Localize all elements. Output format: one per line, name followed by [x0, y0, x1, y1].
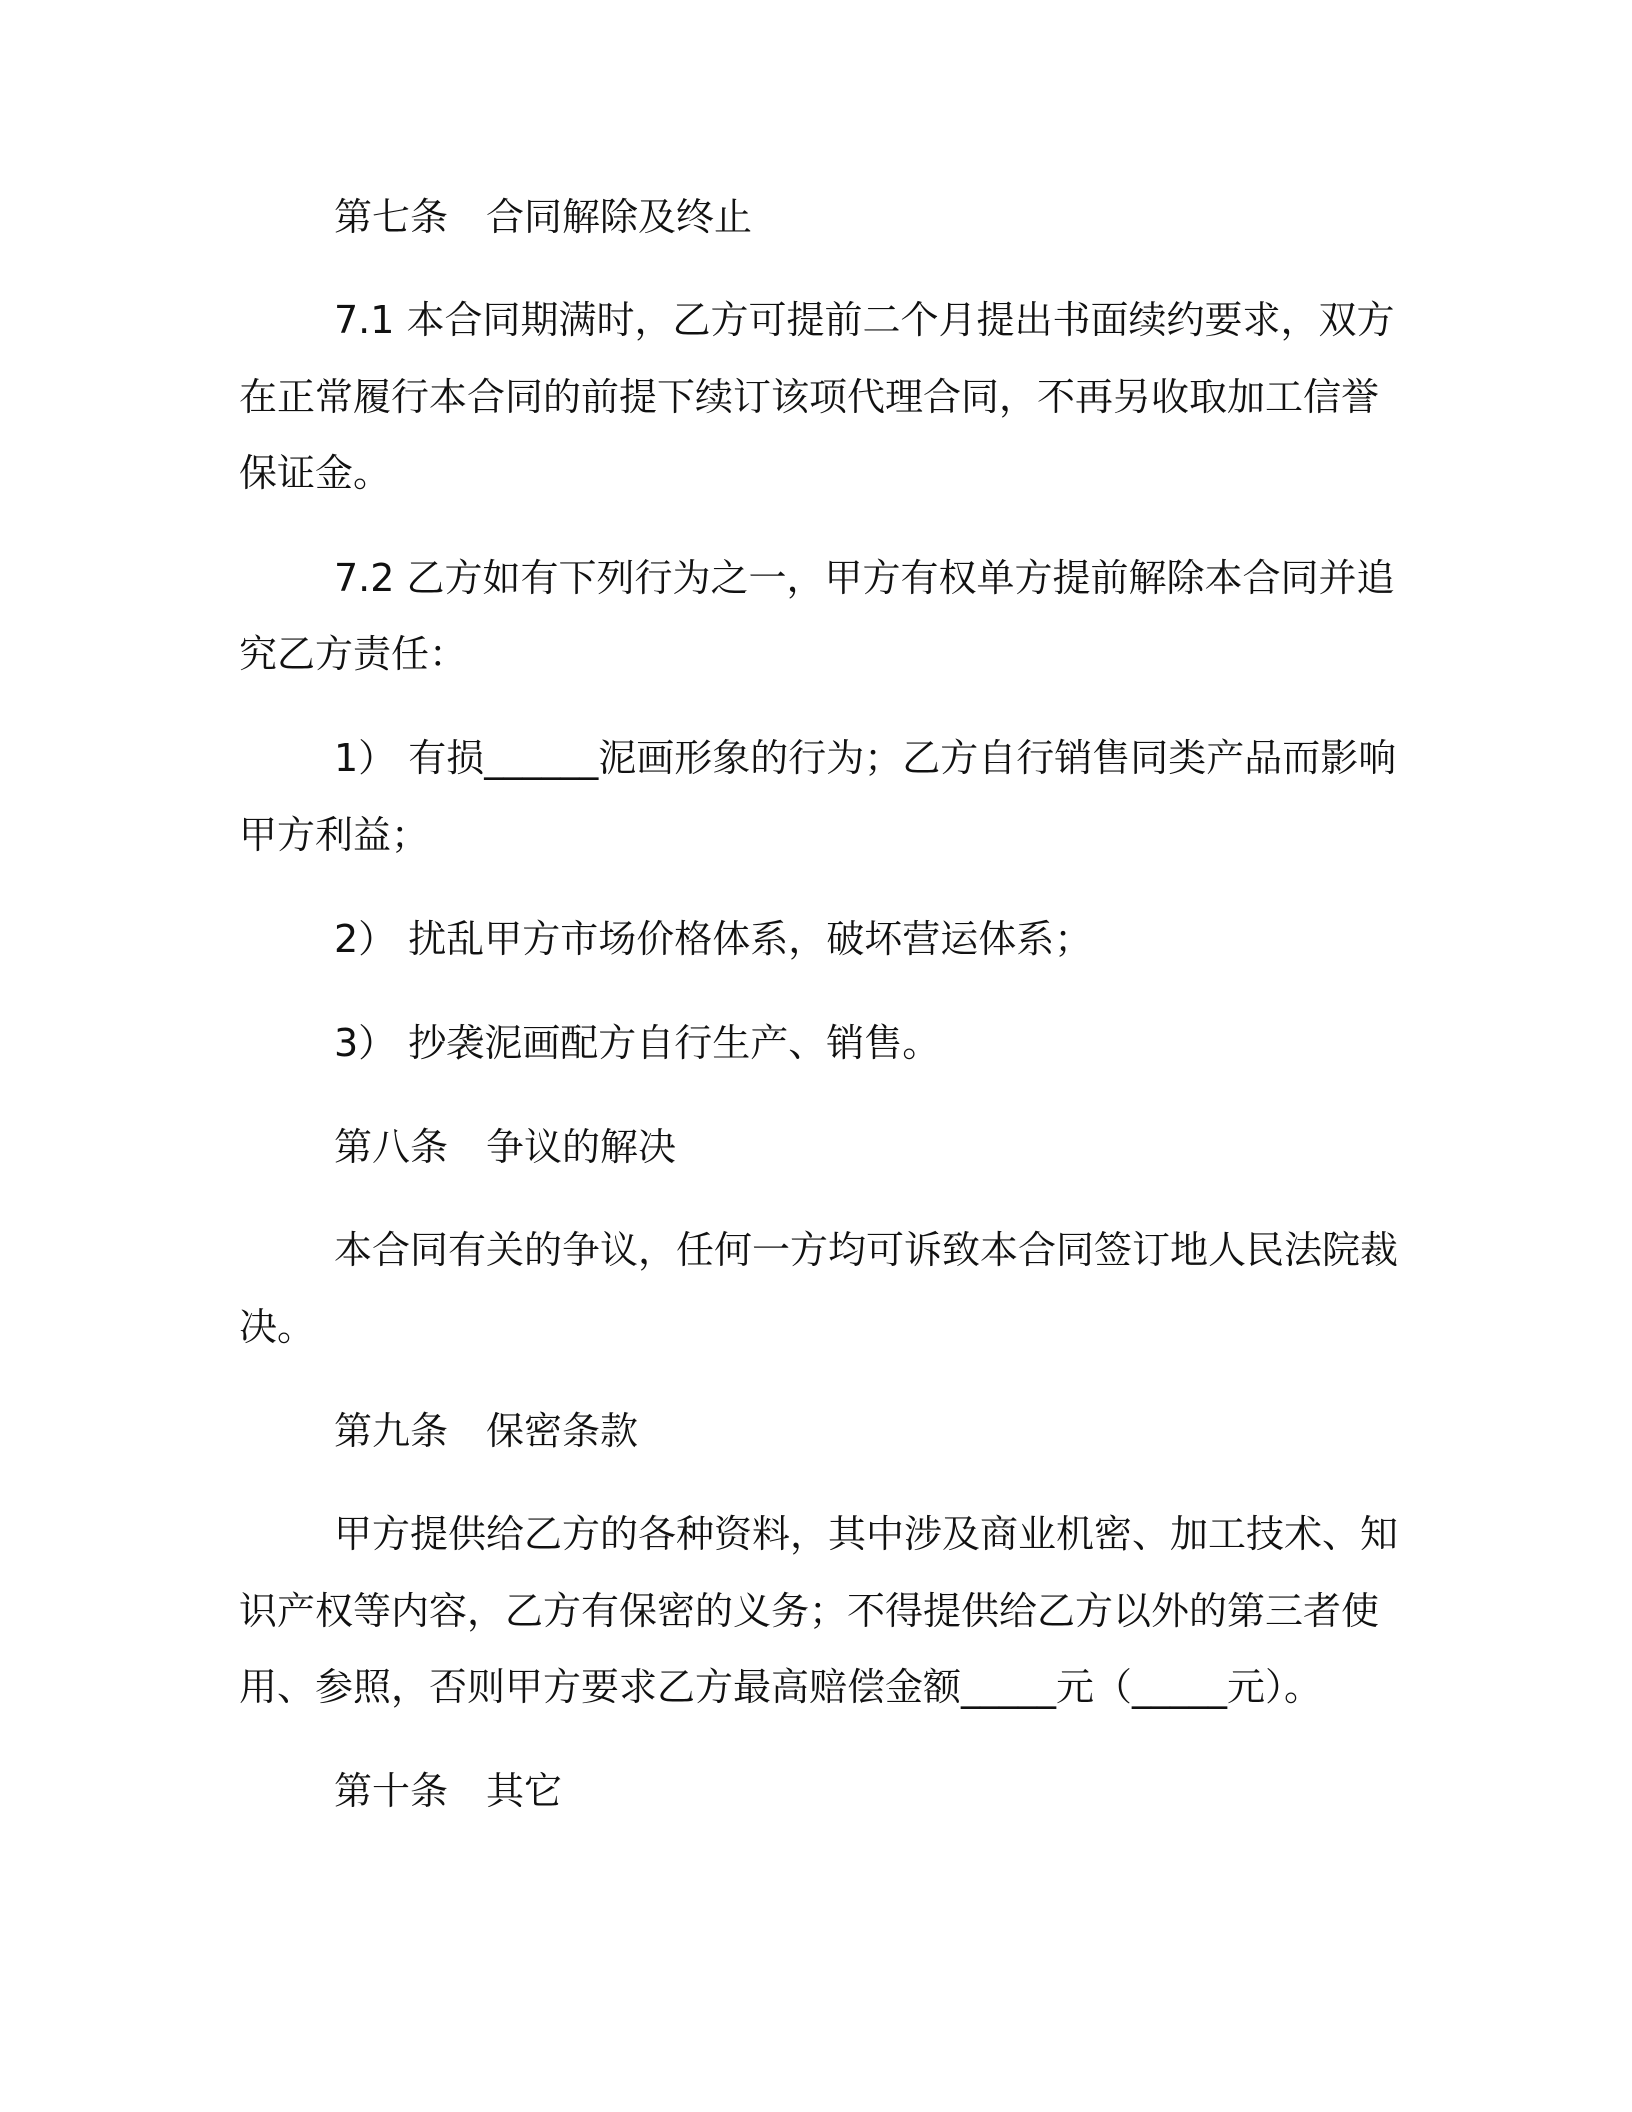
clause-7-1-line-3: 保证金。	[239, 451, 392, 495]
article-10-title: 其它	[486, 1769, 563, 1813]
clause-7-1-line-2: 在正常履行本合同的前提下续订该项代理合同，不再另收取加工信誉	[239, 375, 1380, 419]
article-10-number: 第十条	[334, 1769, 449, 1813]
article-9-text-line-2: 识产权等内容，乙方有保密的义务；不得提供给乙方以外的第三者使	[239, 1589, 1380, 1633]
article-8-heading	[334, 1123, 676, 1171]
article-8-title: 争议的解决	[486, 1125, 677, 1169]
article-10-heading	[334, 1767, 562, 1815]
article-9-text-line-1: 甲方提供给乙方的各种资料，其中涉及商业机密、加工技术、知	[334, 1512, 1399, 1556]
article-9-title: 保密条款	[486, 1409, 639, 1453]
article-7-heading	[334, 193, 752, 241]
item-1-line-2: 甲方利益；	[239, 813, 430, 857]
item-3: 3） 抄袭泥画配方自行生产、销售。	[334, 1021, 941, 1065]
clause-7-2-line-1: 7.2 乙方如有下列行为之一，甲方有权单方提前解除本合同并追	[334, 556, 1395, 600]
article-7-title: 合同解除及终止	[486, 195, 753, 239]
article-9-number: 第九条	[334, 1409, 449, 1453]
article-9-heading	[334, 1407, 638, 1455]
item-2: 2） 扰乱甲方市场价格体系，破坏营运体系；	[334, 917, 1093, 961]
article-9-text-line-3: 用、参照，否则甲方要求乙方最高赔偿金额_____元（_____元）。	[239, 1665, 1323, 1709]
article-8-number: 第八条	[334, 1125, 449, 1169]
article-8-text-line-1: 本合同有关的争议，任何一方均可诉致本合同签订地人民法院裁	[334, 1228, 1399, 1272]
article-7-number: 第七条	[334, 195, 449, 239]
item-1-line-1: 1） 有损______泥画形象的行为；乙方自行销售同类产品而影响	[334, 736, 1397, 780]
article-8-text-line-2: 决。	[239, 1305, 316, 1349]
clause-7-1-line-1: 7.1 本合同期满时，乙方可提前二个月提出书面续约要求，双方	[334, 298, 1395, 342]
clause-7-2-line-2: 究乙方责任：	[239, 632, 468, 676]
